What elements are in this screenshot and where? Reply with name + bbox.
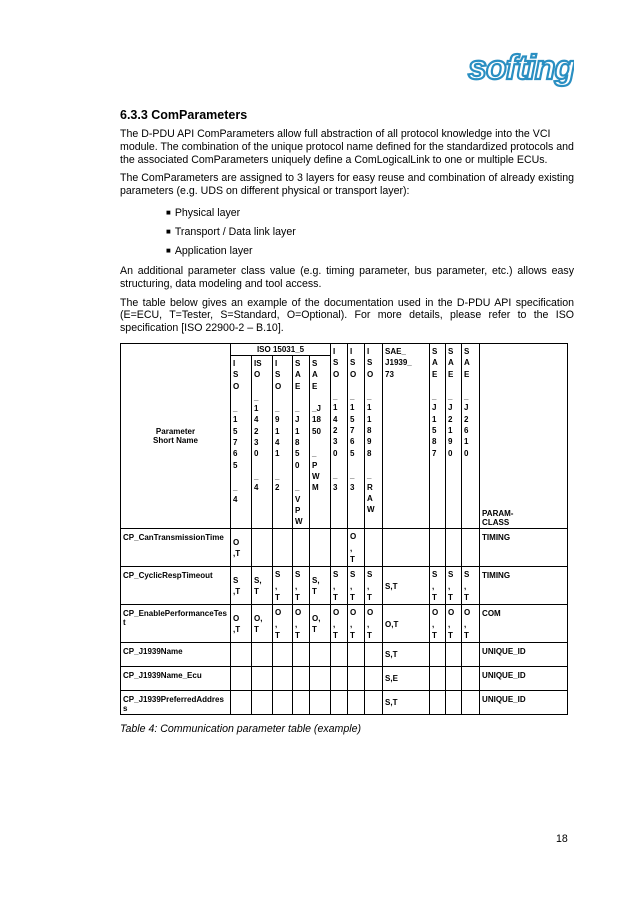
value-cell	[430, 691, 446, 715]
table-row	[121, 529, 568, 567]
layers-paragraph: The ComParameters are assigned to 3 layers for easy reuse and combination of already existing parameters (e.g. UDS on different physical or transport layer):	[120, 172, 574, 198]
value-cell	[252, 643, 273, 667]
value-cell	[273, 667, 293, 691]
value-cell: O , T	[446, 605, 462, 643]
value-cell	[365, 667, 383, 691]
value-cell: S ,T	[231, 567, 252, 605]
value-cell: O , T	[273, 605, 293, 643]
column-header: I S O _ 1 5 7 6 5 _ 4	[231, 355, 252, 528]
value-cell	[348, 691, 365, 715]
table-caption: Table 4: Communication parameter table (example)	[120, 723, 362, 736]
value-cell: S,T	[383, 567, 430, 605]
value-cell: O,T	[383, 605, 430, 643]
value-cell	[462, 643, 480, 667]
page-number: 18	[556, 833, 568, 845]
param-class-paragraph: An additional parameter class value (e.g. timing parameter, bus parameter, etc.) allows easy structuring, data modeling and tool access.	[120, 264, 574, 290]
value-cell: O , T	[348, 529, 365, 567]
param-name-cell: CP_CanTransmissionTime	[121, 529, 231, 567]
value-cell	[331, 691, 348, 715]
intro-paragraph: The D-PDU API ComParameters allow full abstraction of all protocol knowledge into the VCI module. The combination of the unique protocol name defined for the standardized protocols and the associated ComParameters uniquely define a ComLogicalLink to one or multiple ECUs.	[120, 128, 574, 166]
value-cell: O , T	[430, 605, 446, 643]
value-cell	[430, 529, 446, 567]
value-cell: O ,T	[231, 529, 252, 567]
value-cell: S , T	[273, 567, 293, 605]
bullet-icon: ■	[166, 226, 171, 236]
column-header: IS O _ 1 4 2 3 0 _ 4	[252, 355, 273, 528]
value-cell	[310, 643, 331, 667]
short-name-header: Parameter Short Name	[121, 343, 231, 528]
param-name-cell: CP_J1939Name	[121, 643, 231, 667]
column-header: S A E _ J 2 6 1 0	[462, 343, 480, 528]
column-header: S A E _J 18 50 _ P W M	[310, 355, 331, 528]
layer-list	[120, 204, 574, 261]
param-class-cell: COM	[480, 605, 568, 643]
value-cell: S,T	[383, 643, 430, 667]
param-class-cell: UNIQUE_ID	[480, 643, 568, 667]
value-cell	[252, 691, 273, 715]
value-cell	[231, 667, 252, 691]
value-cell: O ,T	[231, 605, 252, 643]
param-name-cell: CP_J1939PreferredAddress	[121, 691, 231, 715]
value-cell	[446, 529, 462, 567]
column-header: I S O _ 9 1 4 1 _ 2	[273, 355, 293, 528]
value-cell: S,E	[383, 667, 430, 691]
value-cell	[365, 529, 383, 567]
table-body	[121, 529, 568, 715]
column-header: S A E _ J 1 5 8 7	[430, 343, 446, 528]
param-class-cell: TIMING	[480, 567, 568, 605]
value-cell: S,T	[383, 691, 430, 715]
value-cell	[462, 529, 480, 567]
value-cell: O , T	[348, 605, 365, 643]
column-header: I S O _ 1 4 2 3 0 _ 3	[331, 343, 348, 528]
value-cell	[348, 667, 365, 691]
bullet-icon: ■	[166, 245, 171, 255]
value-cell: S, T	[252, 567, 273, 605]
list-item: ■ Application layer	[166, 244, 253, 257]
value-cell: O , T	[462, 605, 480, 643]
value-cell	[293, 643, 310, 667]
param-name-cell: CP_CyclicRespTimeout	[121, 567, 231, 605]
param-name-cell: CP_EnablePerformanceTest	[121, 605, 231, 643]
value-cell	[273, 643, 293, 667]
value-cell	[365, 643, 383, 667]
value-cell	[430, 667, 446, 691]
value-cell	[293, 691, 310, 715]
value-cell: S , T	[446, 567, 462, 605]
column-header: I S O _ 1 5 7 6 5 _ 3	[348, 343, 365, 528]
value-cell: O , T	[331, 605, 348, 643]
document-body	[120, 108, 574, 735]
table-row	[121, 667, 568, 691]
iso15031-group-header: ISO 15031_5	[231, 343, 331, 355]
table-intro-paragraph: The table below gives an example of the documentation used in the D-PDU API specification (E=ECU, T=Tester, S=Standard, O=Optional). For more details, please refer to the ISO specification [ISO 22900-2 – B.10].	[120, 296, 574, 335]
value-cell	[252, 529, 273, 567]
value-cell	[273, 691, 293, 715]
value-cell	[231, 643, 252, 667]
param-class-cell: UNIQUE_ID	[480, 667, 568, 691]
value-cell	[293, 667, 310, 691]
table-row	[121, 691, 568, 715]
column-header: I S O _ 1 1 8 9 8 _ R A W	[365, 343, 383, 528]
value-cell	[252, 667, 273, 691]
value-cell	[446, 691, 462, 715]
comparam-table	[120, 343, 568, 715]
value-cell	[310, 529, 331, 567]
value-cell: O, T	[310, 605, 331, 643]
bullet-icon: ■	[166, 207, 171, 217]
value-cell	[310, 691, 331, 715]
value-cell	[446, 667, 462, 691]
value-cell	[293, 529, 310, 567]
value-cell: S , T	[331, 567, 348, 605]
value-cell: O , T	[293, 605, 310, 643]
list-item: ■ Physical layer	[166, 206, 241, 219]
value-cell: S , T	[348, 567, 365, 605]
param-class-cell: TIMING	[480, 529, 568, 567]
value-cell	[331, 667, 348, 691]
value-cell	[462, 667, 480, 691]
value-cell: O, T	[252, 605, 273, 643]
column-header: S A E _ J 1 8 5 0 _ V P W	[293, 355, 310, 528]
value-cell: S , T	[430, 567, 446, 605]
column-header: S A E _ J 2 1 9 0	[446, 343, 462, 528]
value-cell	[310, 667, 331, 691]
value-cell	[462, 691, 480, 715]
param-class-cell: UNIQUE_ID	[480, 691, 568, 715]
list-item: ■ Transport / Data link layer	[166, 225, 296, 238]
table-row	[121, 605, 568, 643]
value-cell	[331, 529, 348, 567]
value-cell	[331, 643, 348, 667]
value-cell	[365, 691, 383, 715]
value-cell	[383, 529, 430, 567]
column-header: SAE_ J1939_ 73	[383, 343, 430, 528]
value-cell	[231, 691, 252, 715]
value-cell	[446, 643, 462, 667]
value-cell	[273, 529, 293, 567]
table-row	[121, 643, 568, 667]
value-cell: S , T	[365, 567, 383, 605]
value-cell: S, T	[310, 567, 331, 605]
value-cell	[430, 643, 446, 667]
section-heading: 6.3.3 ComParameters	[120, 108, 248, 122]
value-cell	[348, 643, 365, 667]
param-name-cell: CP_J1939Name_Ecu	[121, 667, 231, 691]
param-class-header: PARAM- CLASS	[480, 343, 568, 528]
value-cell: S , T	[293, 567, 310, 605]
value-cell: S , T	[462, 567, 480, 605]
logo-text: softing	[468, 49, 574, 87]
value-cell: O , T	[365, 605, 383, 643]
table-row	[121, 567, 568, 605]
softing-logo	[466, 46, 574, 92]
